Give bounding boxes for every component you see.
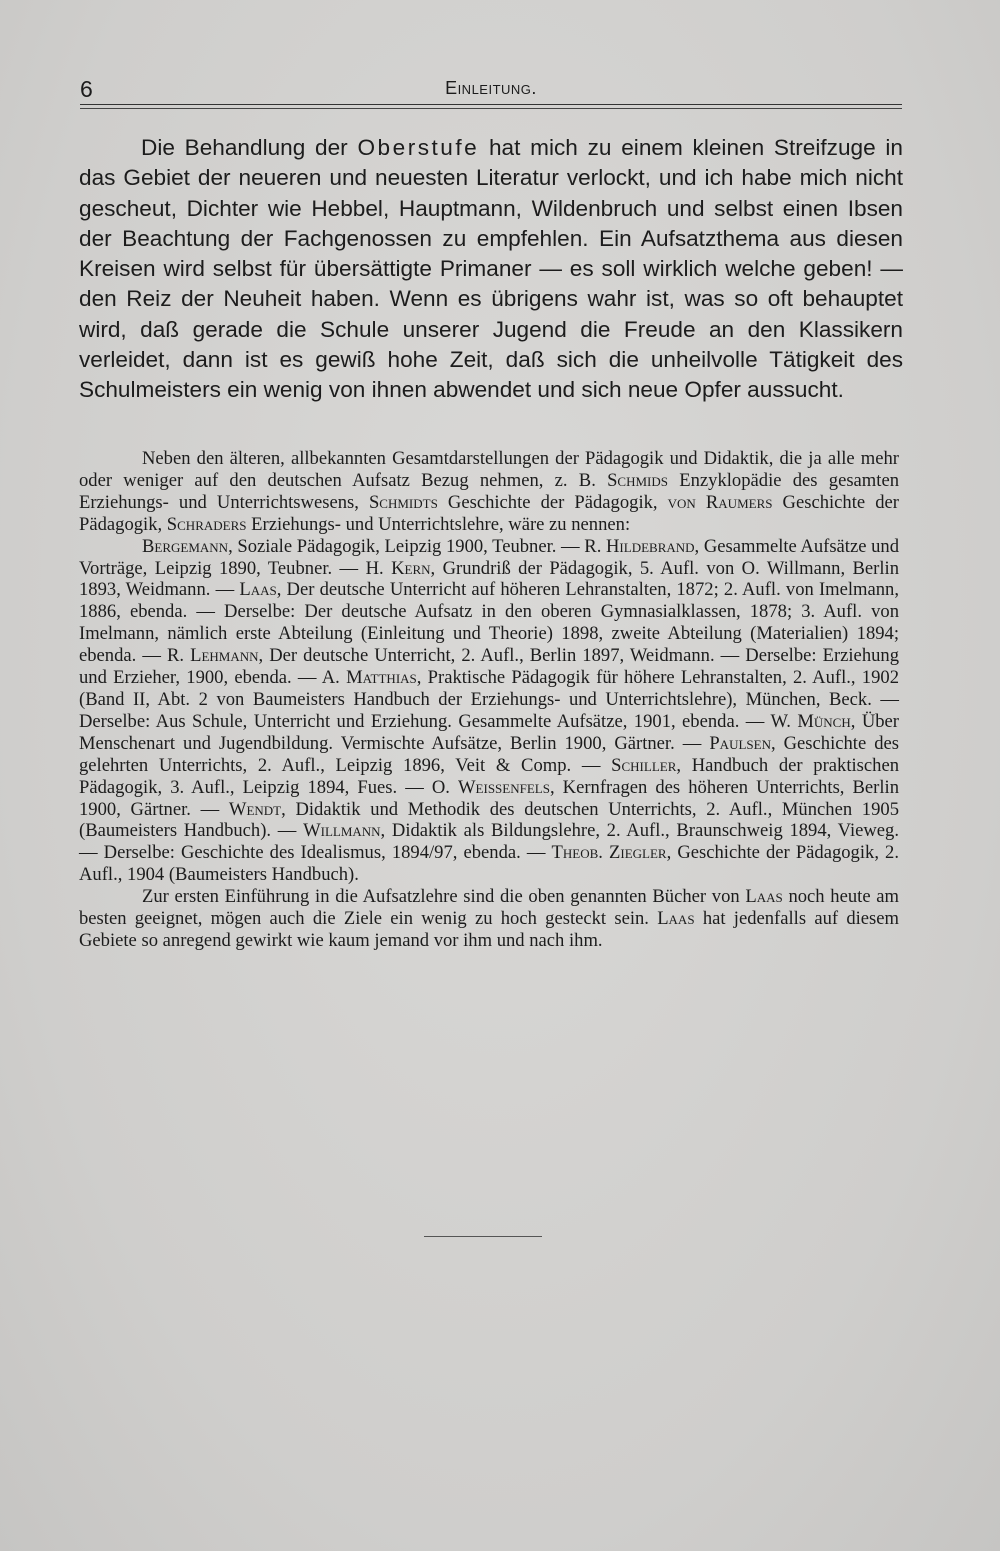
author-name: Schmidts <box>368 491 438 513</box>
text-run: Neben den älteren, allbekannten Gesamtdarstellungen der Pädagogik und Didaktik, die ja alle mehr oder weniger auf den deutschen Aufsatz Bezug nehmen, z. B. <box>79 448 899 491</box>
page-header <box>80 72 902 108</box>
author-name: Schiller <box>611 754 677 776</box>
intro-text-2: hat mich zu einem kleinen Streifzuge in das Gebiet der neueren und neuesten Literatur verlockt, und ich habe mich nicht gescheut, Dichter wie Hebbel, Hauptmann, Wildenbruch und selbst einen Ibsen der Beachtung der Fachgenossen zu empfehlen. Ein Aufsatzthema aus diesen Kreisen wird selbst für übersättigte Primaner — es soll wirklich welche geben! — den Reiz der Neuheit haben. Wenn es übrigens wahr ist, was so oft behauptet wird, daß gerade die Schule unserer Jugend die Freude an den Klassikern verleidet, dann ist es gewiß hohe Zeit, daß sich die unheilvolle Tätigkeit des Schulmeisters ein wenig von ihnen abwendet und sich neue Opfer aussucht. <box>79 135 903 403</box>
author-name: Wendt <box>228 798 282 820</box>
author-name: Laas <box>657 908 695 930</box>
author-name: Lehmann <box>190 645 259 667</box>
author-name: Kern <box>391 557 431 579</box>
author-name: Bergemann <box>142 535 229 557</box>
author-name: Willmann <box>303 820 381 842</box>
text-run: Zur ersten Einführung in die Aufsatzlehre sind die oben genannten Bücher von <box>142 886 746 908</box>
closing-paragraph <box>79 886 899 952</box>
small-print-block <box>79 448 899 952</box>
author-name: Hildebrand <box>606 535 695 557</box>
author-name: Münch <box>797 710 851 732</box>
end-rule <box>424 1236 542 1237</box>
author-name: Paulsen <box>709 732 771 754</box>
text-run: hat jedenfalls auf diesem Gebiete so anregend gewirkt wie kaum jemand vor ihm und nach ihm. <box>79 908 899 951</box>
text-run: , Der deutsche Unterricht auf höheren Lehranstalten, 1872; 2. Aufl. von Imelmann, 1886, ebenda. — Derselbe: Der deutsche Aufsatz in den oberen Gymnasialklassen, 1878; 3. Aufl. von Imelmann, nämlich erste Abteilung (Einleitung und Theorie) 1898, zweite Abteilung (Materialien) 1894; ebenda. — R. <box>79 579 900 667</box>
author-name: Theob. Ziegler <box>551 842 667 864</box>
text-run: Erziehungs- und Unterrichtslehre, wäre zu nennen: <box>246 513 631 535</box>
overview-paragraph <box>79 448 899 536</box>
text-run: Geschichte der Pädagogik, <box>79 491 899 535</box>
author-name: Schraders <box>166 513 247 535</box>
text-run: , Handbuch der praktischen Pädagogik, 3. Aufl., Leipzig 1894, Fues. — O. <box>79 754 899 798</box>
author-name: Weissenfels <box>458 776 550 798</box>
text-run: , Geschichte der Pädagogik, 2. Aufl., 1904 (Baumeisters Handbuch). <box>79 842 899 886</box>
text-run: , Gesammelte Aufsätze und Vorträge, Leipzig 1890, Teubner. — H. <box>79 535 900 579</box>
text-run: , Praktische Pädagogik für höhere Lehranstalten, 2. Aufl., 1902 (Band II, Abt. 2 von Baumeisters Handbuch der Erziehungs- und Unterrichtslehre), München, Beck. — Derselbe: Aus Schule, Unterricht und Erziehung. Gesammelte Aufsätze, 1901, ebenda. — W. <box>79 667 899 732</box>
intro-paragraph <box>79 133 903 406</box>
text-run: , Über Menschenart und Jugendbildung. Vermischte Aufsätze, Berlin 1900, Gärtner. — <box>79 710 899 754</box>
text-run: , Didaktik als Bildungslehre, 2. Aufl., Braunschweig 1894, Vieweg. — Derselbe: Geschichte des Idealismus, 1894/97, ebenda. — <box>79 820 899 864</box>
page-number: 6 <box>80 76 93 102</box>
intro-spaced-word: Oberstufe <box>357 135 480 160</box>
author-name: Matthias <box>346 667 417 689</box>
text-run: , Der deutsche Unterricht, 2. Aufl., Berlin 1897, Weidmann. — Derselbe: Erziehung und Erzieher, 1900, ebenda. — A. <box>79 645 900 689</box>
text-run: , Kernfragen des höheren Unterrichts, Berlin 1900, Gärtner. — <box>79 776 899 820</box>
running-head: Einleitung. <box>445 78 537 98</box>
text-run: , Soziale Pädagogik, Leipzig 1900, Teubner. — R. <box>228 535 606 557</box>
author-name: Schmids <box>607 469 669 491</box>
text-run: Enzyklopädie des gesamten Erziehungs- und Unterrichtswesens, <box>79 469 899 513</box>
text-run: , Didaktik und Methodik des deutschen Unterrichts, 2. Aufl., München 1905 (Baumeisters Handbuch). — <box>79 798 899 842</box>
text-run: Geschichte der Pädagogik, <box>437 491 668 513</box>
bibliography-paragraph <box>79 536 899 887</box>
text-run: , Geschichte des gelehrten Unterrichts, 2. Aufl., Leipzig 1896, Veit & Comp. — <box>79 732 899 776</box>
text-run: , Grundriß der Pädagogik, 5. Aufl. von O. Willmann, Berlin 1893, Weidmann. — <box>79 557 899 601</box>
author-name: Laas <box>239 579 277 601</box>
text-run: noch heute am besten geeignet, mögen auch die Ziele ein wenig zu hoch gesteckt sein. <box>79 886 899 930</box>
author-name: von Raumers <box>667 491 773 513</box>
header-rule <box>80 104 902 109</box>
author-name: Laas <box>745 886 783 908</box>
intro-text-1: Die Behandlung der <box>141 135 358 160</box>
